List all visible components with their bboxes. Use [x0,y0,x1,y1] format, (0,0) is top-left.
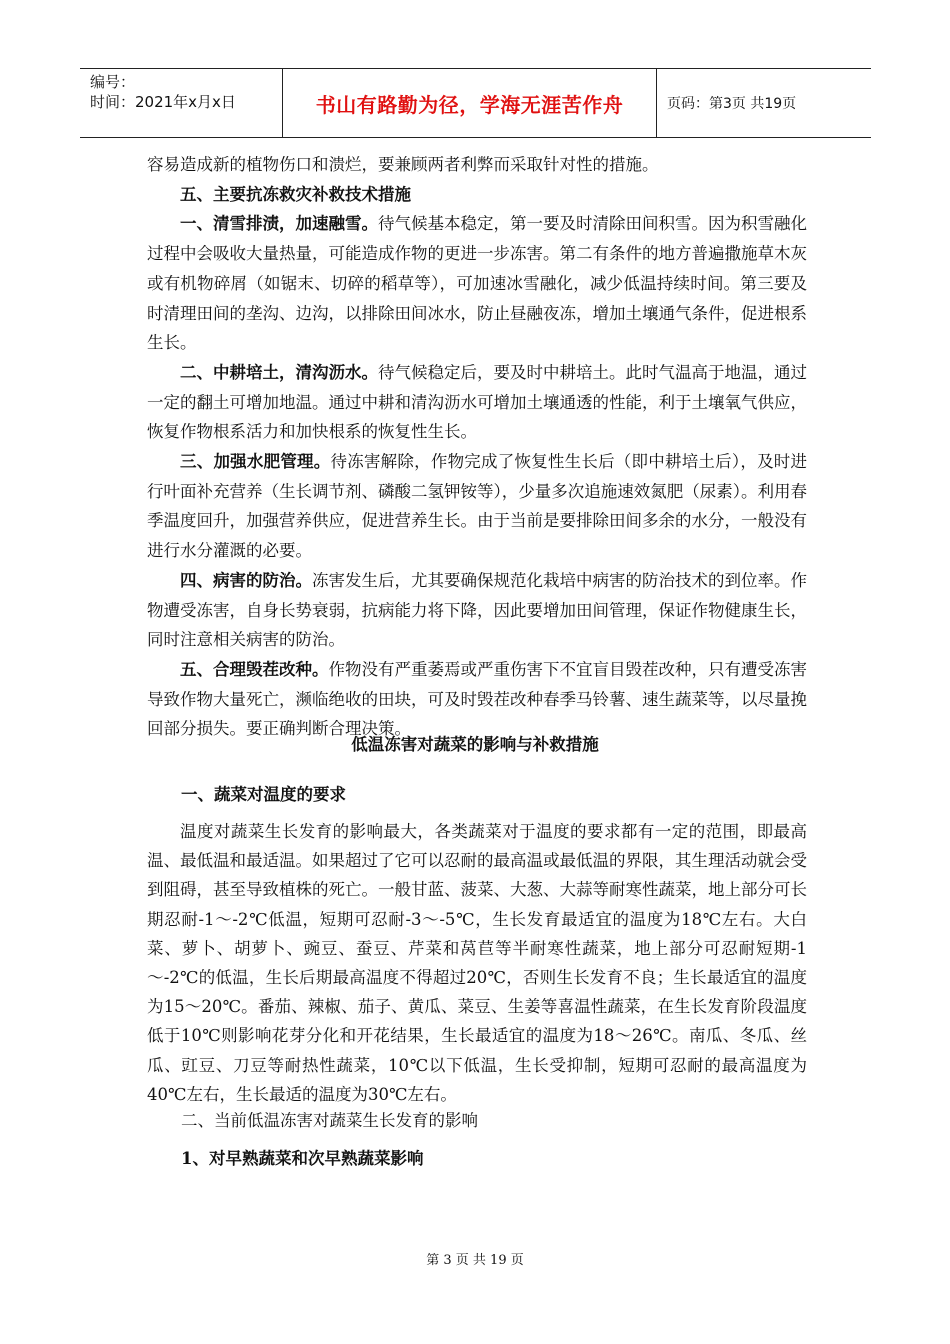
doc-number-label: 编号： [90,73,136,91]
subsection-heading-2-1: 1、对早熟蔬菜和次早熟蔬菜影响 [181,1149,424,1168]
measure-3-title: 三、加强水肥管理。 [180,452,331,472]
section-heading: 五、主要抗冻救灾补救技术措施 [180,184,411,204]
header-page-info: 页码：第3页 共19页 [667,96,797,112]
paragraph-continuation: 容易造成新的植物伤口和溃烂，要兼顾两者利弊而采取针对性的措施。 [147,155,659,174]
measure-3 [147,447,807,566]
header-meta [80,69,283,137]
subsection-heading-1: 一、蔬菜对温度的要求 [181,785,346,804]
measure-4-text: 冻害发生后，尤其要确保规范化栽培中病害的防治技术的到位率。作物遭受冻害，自身长势衰弱，抗病能力将下降，因此要增加田间管理，保证作物健康生长，同时注意相关病害的防治。 [147,570,807,650]
measure-2-text: 待气候稳定后，要及时中耕培土。此时气温高于地温，通过一定的翻土可增加地温。通过中耕和清沟沥水可增加土壤通透的性能，利于土壤氧气供应，恢复作物根系活力和加快根系的恢复性生长。 [147,362,807,442]
measure-1 [147,209,807,358]
measure-2 [147,358,807,447]
measure-5-title: 五、合理毁茬改种。 [180,659,329,679]
article-title: 低温冻害对蔬菜的影响与补救措施 [351,735,599,754]
measure-3-text: 待冻害解除，作物完成了恢复性生长后（即中耕培土后），及时进行叶面补充营养（生长调节剂、磷酸二氢钾铵等），少量多次追施速效氮肥（尿素）。利用春季温度回升，加强营养供应，促进营养生长。由于当前是要排除田间多余的水分，一般没有进行水分灌溉的必要。 [147,452,808,561]
header-motto: 书山有路勤为径，学海无涯苦作舟 [283,69,657,137]
measure-4-title: 四、病害的防治。 [180,570,312,590]
measure-4 [147,566,807,655]
subsection-heading-2: 二、当前低温冻害对蔬菜生长发育的影响 [181,1111,478,1130]
time-label: 时间：2021年x月x日 [90,93,236,111]
main-content [147,150,807,744]
measure-1-text: 待气候基本稳定，第一要及时清除田间积雪。因为积雪融化过程中会吸收大量热量，可能造成作物的更进一步冻害。第二有条件的地方普遍撒施草木灰或有机物碎屑（如锯末、切碎的稻草等），可加速冰雪融化，减少低温持续时间。第三要及时清理田间的垄沟、边沟，以排除田间冰水，防止昼融夜冻，增加土壤通气条件，促进根系生长。 [147,214,807,353]
temperature-paragraph: 温度对蔬菜生长发育的影响最大，各类蔬菜对于温度的要求都有一定的范围，即最高温、最低温和最适温。如果超过了它可以忍耐的最高温或最低温的界限，其生理活动就会受到阻碍，甚至导致植株的死亡。一般甘蓝、菠菜、大葱、大蒜等耐寒性蔬菜，地上部分可长期忍耐-1～-2℃低温，短期可忍耐-3～-5℃，生长发育最适宜的温度为18℃左右。大白菜、萝卜、胡萝卜、豌豆、蚕豆、芹菜和莴苣等半耐寒性蔬菜，地上部分可忍耐短期-1～-2℃的低温，生长后期最高温度不得超过20℃，否则生长发育不良；生长最适宜的温度为15～20℃。番茄、辣椒、茄子、黄瓜、菜豆、生姜等喜温性蔬菜，在生长发育阶段温度低于10℃则影响花芽分化和开花结果，生长最适宜的温度为18～26℃。南瓜、冬瓜、丝瓜、豇豆、刀豆等耐热性蔬菜，10℃以下低温，生长受抑制，短期可忍耐的最高温度为40℃左右，生长最适的温度为30℃左右。 [147,822,807,1104]
page-header [80,68,871,138]
measure-1-title: 一、清雪排渍，加速融雪。 [180,214,378,234]
measure-2-title: 二、中耕培土，清沟沥水。 [180,362,378,382]
page-footer: 第 3 页 共 19 页 [426,1253,524,1268]
measure-5-text: 作物没有严重萎焉或严重伤害下不宜盲目毁茬改种，只有遭受冻害导致作物大量死亡，濒临绝收的田块，可及时毁茬改种春季马铃薯、速生蔬菜等，以尽量挽回部分损失。要正确判断合理决策。 [147,659,807,739]
